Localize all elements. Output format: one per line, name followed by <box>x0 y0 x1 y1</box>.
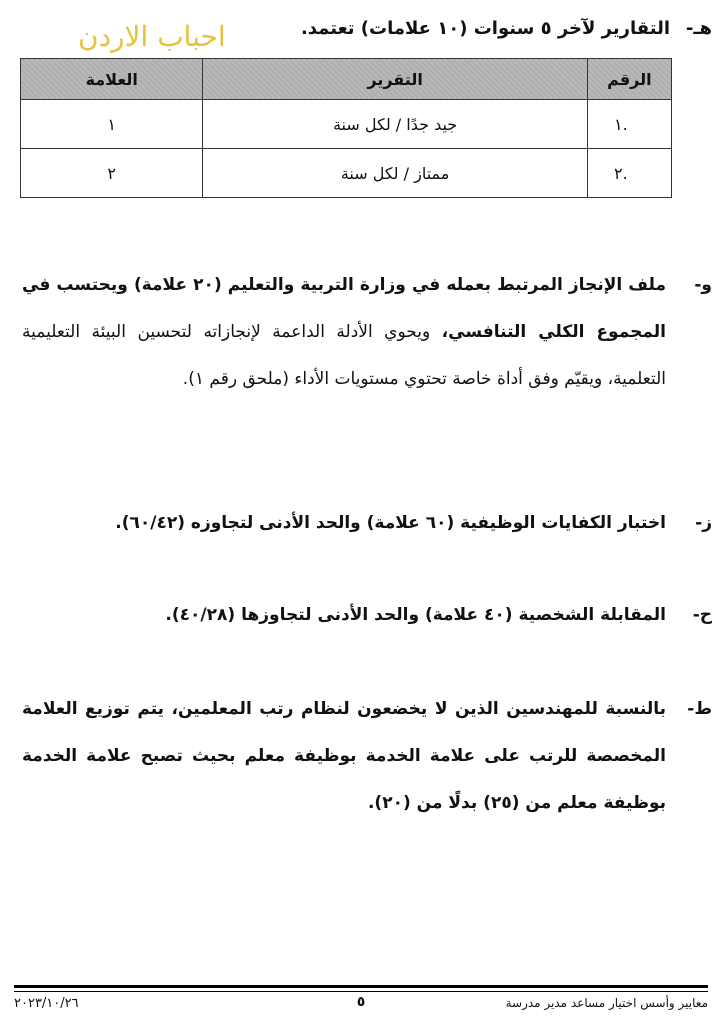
row-report: ممتاز / لكل سنة <box>203 149 587 198</box>
footer-title: معايير وأسس اختيار مساعد مدير مدرسة <box>505 996 708 1010</box>
section-w-paragraph <box>22 262 712 403</box>
header-report: التقرير <box>203 59 587 100</box>
section-w-bold-text: ملف الإنجاز المرتبط بعمله في وزارة التربية والتعليم (٢٠ علامة) ويحتسب في المجموع الكلي التنافسي، <box>22 275 666 342</box>
section-z-paragraph <box>22 500 712 547</box>
section-z-letter: ز- <box>695 513 712 533</box>
section-t-letter: ط- <box>687 699 712 719</box>
page-number: ٥ <box>356 994 366 1010</box>
row-number: .١ <box>587 100 671 149</box>
section-h-text: التقارير لآخر ٥ سنوات (١٠ علامات) تعتمد. <box>300 18 670 39</box>
section-t-paragraph <box>22 686 712 827</box>
footer-date: ٢٠٢٣/١٠/٢٦ <box>14 996 79 1011</box>
row-mark: ٢ <box>21 149 203 198</box>
watermark-text: احباب الاردن <box>78 20 226 53</box>
page-footer <box>14 994 708 1016</box>
footer-divider-thick <box>14 985 708 988</box>
section-w-normal-text: ويحوي الأدلة الداعمة لإنجازاته لتحسين البيئة التعليمية التعلمية، ويقيّم وفق أداة خاصة تحتوي مستويات الأداء (ملحق رقم ١). <box>22 322 666 389</box>
section-h-heading <box>12 14 712 54</box>
section-t-text: بالنسبة للمهندسين الذين لا يخضعون لنظام رتب المعلمين، يتم توزيع العلامة المخصصة للرتب على علامة الخدمة بوظيفة معلم بحيث تصبح علامة الخدمة بوظيفة معلم من (٢٥) بدلًا من (٢٠). <box>22 699 666 813</box>
reports-table <box>20 58 672 198</box>
table-row <box>21 149 672 198</box>
section-ha-text: المقابلة الشخصية (٤٠ علامة) والحد الأدنى لتجاوزها (٤٠/٢٨). <box>165 605 666 625</box>
row-number: .٢ <box>587 149 671 198</box>
section-ha-paragraph <box>22 592 712 639</box>
header-mark: العلامة <box>21 59 203 100</box>
section-ha-letter: ح- <box>692 605 712 625</box>
footer-divider-thin <box>14 991 708 992</box>
header-number: الرقم <box>587 59 671 100</box>
section-h-letter: هـ- <box>685 18 712 39</box>
section-z-text: اختبار الكفايات الوظيفية (٦٠ علامة) والحد الأدنى لتجاوزه (٦٠/٤٢). <box>115 513 666 533</box>
table-header-row <box>21 59 672 100</box>
section-w-letter: و- <box>694 275 712 295</box>
table-row <box>21 100 672 149</box>
row-report: جيد جدًا / لكل سنة <box>203 100 587 149</box>
row-mark: ١ <box>21 100 203 149</box>
